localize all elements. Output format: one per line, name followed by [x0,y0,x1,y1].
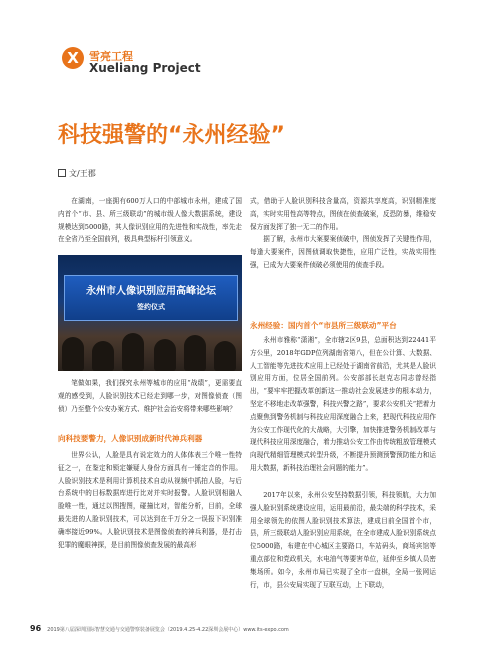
audience-silhouettes [58,327,242,371]
section2-column [250,334,436,475]
section2-heading: 永州经验：国内首个“市县所三级联动”平台 [250,321,397,330]
page-number: 96 [30,624,42,633]
column-logo-icon: X [62,47,84,69]
audience-head [184,335,206,371]
right-column [250,195,436,272]
section1-column [58,449,242,551]
right-continued-paragraph: 式，借助于人脸识别科技含量高，资源共享度高，识别精准度高，实时实用性高等特点，图侦在侦查破案，反恐防暴，维稳安保方面发挥了独一无二的作用。 [250,197,436,231]
column-name-cn: 雪亮工程 [89,50,133,63]
left-column-after-photo [58,377,242,415]
section2-paragraph: 永州市雅称“潇湘”，全市辖2区9县，总面积达到22441平方公里，2018年GDP位列湖南省第八，但在公计算、大数据、人工智能等先进技术应用上已经处于湖南省前沿，尤其是人脸识别应用方面，位居全国前列。公安部部长赵克志同志曾经指出，“要牢牢把握改革创新这一推动社会发展进步的根本动力，坚定不移地走改革强警，科技兴警之路”，要求公安机关“把着力点聚焦到警务机制与科技应用深度融合上来，把现代科技应用作为公安工作现代化的大战略，大引擎，加快推进警务机制改革与现代科技应用深度融合，着力推动公安工作由传统粗放管理模式向现代精细管理模式转型升级，不断提升预测预警预防能力和运用大数据，新科技治理社会问题的能力”。 [250,336,436,472]
footer-text: 2019第八届深圳国际智慧交通与交通警察装备展览会（2019.4.25-4.22深圳会展中心）www.its-expo.com [47,627,289,633]
audience-head [214,341,236,371]
right-paragraph-4: 2017年以来，永州公安坚持数据引领，科技领航，大力加强人脸识别系统建设应用，运用最前沿，最尖端的科学技术，采用全球领先的依图人脸识别技术算法，建成目前全国首个市，县，所三级联动人脸识别应用系统，在全市建成人脸识别系统点位5000路，布建在中心城区主要路口，车站码头，商场宾馆等重点部位和党政机关，水电油气等要害单位，延伸至乡镇人员密集场所。如今，永州市局已实现了全市一盘棋，全局一张网运行，市，县公安局实现了互联互动，上下联动， [250,491,436,589]
event-photo [58,255,242,371]
intro-paragraph: 在湖南，一座拥有600万人口的中部城市永州，建成了国内首个“市、县、所三级联动”的城市级人像大数据系统，建设规模达到5000路，其人像识别应用的先进性和实战性，率先走在全省乃至全国前列，极具典型标杆引领意义。 [58,197,242,244]
audience-head [154,339,176,371]
photo-screen [64,275,238,321]
article-author [58,168,96,179]
author-name: 文/王郡 [69,169,96,178]
audience-head [122,333,144,371]
column-name-en: Xueliang Project [89,61,201,75]
author-square-icon [58,169,66,177]
section1-heading: 向科技要警力，人像识别成新时代神兵利器 [58,434,203,443]
right-column-bottom [250,489,436,591]
right-paragraph-2: 据了解，永州市大案要案侦破中，图侦发挥了关键性作用，每逢大要案件，因图侦调取快捷性，应用广泛性，实战实用性强，已成为大要案件侦破必须使用的侦查手段。 [250,235,436,269]
audience-head [92,341,114,371]
page-footer [30,624,289,633]
photo-screen-title: 永州市人像识别应用高峰论坛 [86,286,216,297]
audience-head [62,337,84,371]
section1-paragraph: 世界公认，人脸是具有说定效力的人体体表三个唯一性特征之一，在鉴定和锁定嫌疑人身份方面具有一锤定音的作用。人脸识别技术是利用计算机技术自动从视频中抓拍人脸，与后台系统中的目标数据库进行比对并实时报警。人脸识别相融人脸唯一性，通过以图搜图，碰撞比对，智能分析，目前，全球最先进的人脸识别技术，可以达到在千万分之一误报下识别准确率接近99%。人脸识别技术是图像侦查的神兵利器，是打击犯罪的魔眼神探，是目前图像侦查发展的最高形 [58,451,242,549]
left-column [58,195,242,246]
column-header [62,47,262,81]
after-photo-paragraph: 笔做如果，我们探究永州等城市的应用“战绩”，更需要直观的感受到，人脸识别技术已经走到哪一步，对图像侦查（图侦）乃至整个公安办案方式、维护社会治安将带来哪些影响？ [58,379,242,413]
article-title: 科技强警的“永州经验” [58,123,285,148]
photo-screen-subtitle: 签约仪式 [137,303,165,311]
